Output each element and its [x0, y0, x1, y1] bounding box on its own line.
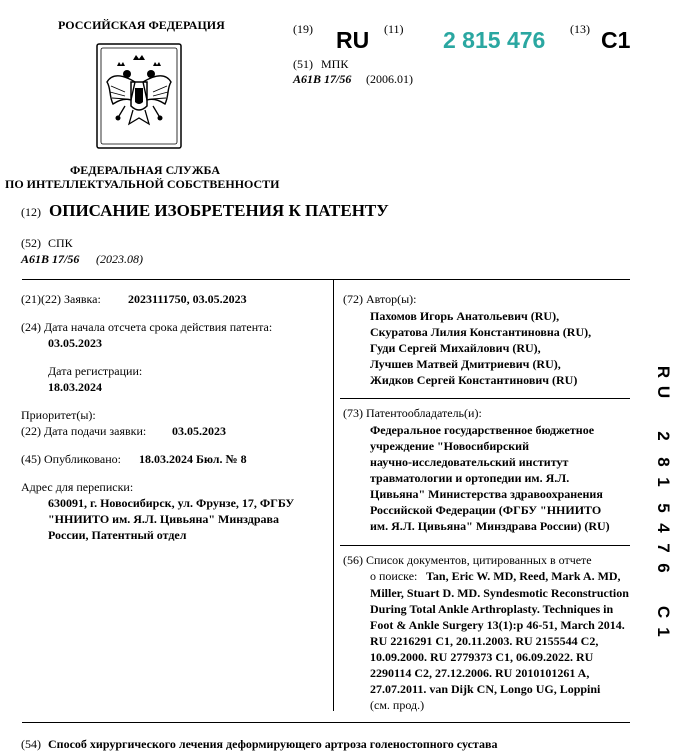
- side-char: C: [654, 605, 673, 619]
- cited-first-line: Tan, Eric W. MD, Reed, Mark A. MD,: [426, 569, 621, 583]
- side-char: 7: [654, 543, 673, 553]
- spk-class: A61B 17/56: [21, 252, 80, 266]
- side-char: 2: [654, 431, 673, 441]
- rule-owners: [340, 545, 630, 546]
- author-item: Пахомов Игорь Анатольевич (RU),: [370, 309, 560, 323]
- code-13: (13): [570, 22, 590, 36]
- invention-code: (54): [21, 737, 41, 751]
- owner-line: им. Я.Л. Цивьяна" Минздрава России) (RU): [370, 519, 610, 533]
- authors-label: (72) Автор(ы):: [343, 292, 417, 306]
- side-char: 8: [654, 457, 673, 467]
- side-char: R: [654, 365, 673, 379]
- owner-line: Федеральное государственное бюджетное: [370, 423, 595, 437]
- horizontal-rule-top: [22, 279, 630, 280]
- cited-label: (56) Список документов, цитированных в отчете: [343, 553, 592, 567]
- side-char: 6: [654, 563, 673, 573]
- address-line: России, Патентный отдел: [48, 528, 187, 542]
- side-patent-number: [651, 362, 675, 642]
- kind-code: C1: [601, 27, 631, 53]
- address-line: 630091, г. Новосибирск, ул. Фрунзе, 17, ФГБУ: [48, 496, 295, 510]
- cited-line: RU 2216291 C1, 20.11.2003. RU 2155544 C2,: [370, 634, 599, 648]
- owner-line: Цивьяна" Министерства здравоохранения: [370, 487, 603, 501]
- invention-title: Способ хирургического лечения деформирующего артроза голеностопного сустава: [48, 737, 498, 751]
- mpk-label: МПК: [321, 57, 349, 71]
- owner-line: научно-исследовательский институт: [370, 455, 569, 469]
- spk-code: (52): [21, 236, 41, 250]
- author-item: Лучшев Матвей Дмитриевич (RU),: [370, 357, 561, 371]
- term-start-value: 03.05.2023: [48, 336, 102, 350]
- published-label: (45) Опубликовано:: [21, 452, 121, 466]
- address-block: [48, 495, 294, 543]
- owner-line: учреждение "Новосибирский: [370, 439, 530, 453]
- column-divider: [333, 280, 334, 711]
- mpk-version: (2006.01): [366, 72, 413, 86]
- cited-line: During Total Ankle Arthroplasty. Techniques in: [370, 602, 614, 616]
- side-char: 1: [654, 627, 673, 637]
- mpk-class: A61B 17/56: [293, 72, 352, 86]
- coat-of-arms-emblem: [95, 42, 183, 150]
- side-char: 1: [654, 477, 673, 487]
- cited-block: [370, 585, 629, 713]
- address-label: Адрес для переписки:: [21, 480, 134, 494]
- agency-name-line2: ПО ИНТЕЛЛЕКТУАЛЬНОЙ СОБСТВЕННОСТИ: [5, 177, 280, 191]
- horizontal-rule-bottom: [22, 722, 630, 723]
- spk-version: (2023.08): [96, 252, 143, 266]
- side-char: 4: [654, 523, 673, 533]
- published-value: 18.03.2024 Бюл. № 8: [139, 452, 247, 466]
- author-item: Гуди Сергей Михайлович (RU),: [370, 341, 541, 355]
- mpk-code: (51): [293, 57, 313, 71]
- title-code: (12): [21, 205, 41, 219]
- application-label: (21)(22) Заявка:: [21, 292, 101, 306]
- cited-line: 2290114 C2, 27.12.2006. RU 2010101261 A,: [370, 666, 590, 680]
- patent-number: 2 815 476: [443, 27, 546, 53]
- cited-line: 27.07.2011. van Dijk CN, Longo UG, Loppini: [370, 682, 601, 696]
- side-char: U: [654, 385, 673, 399]
- country-name: РОССИЙСКАЯ ФЕДЕРАЦИЯ: [58, 18, 225, 32]
- term-start-label: (24) Дата начала отсчета срока действия патента:: [21, 320, 273, 334]
- registration-label: Дата регистрации:: [48, 364, 143, 378]
- country-code: RU: [336, 27, 370, 53]
- code-11: (11): [384, 22, 404, 36]
- owner-line: травматологии и ортопедии им. Я.Л.: [370, 471, 570, 485]
- cited-line: 10.09.2000. RU 2779373 C1, 06.09.2022. RU: [370, 650, 594, 664]
- side-char: 5: [654, 503, 673, 513]
- author-item: Жидков Сергей Константинович (RU): [370, 373, 578, 387]
- filing-value: 03.05.2023: [172, 424, 226, 438]
- author-item: Скуратова Лилия Константиновна (RU),: [370, 325, 592, 339]
- owner-line: Российской Федерации (ФГБУ "ННИИТО: [370, 503, 602, 517]
- application-value: 2023111750, 03.05.2023: [128, 292, 247, 306]
- authors-list: [370, 308, 591, 388]
- cited-line: Miller, Stuart D. MD. Syndesmotic Reconstruction: [370, 586, 629, 600]
- address-line: "ННИИТО им. Я.Л. Цивьяна" Минздрава: [48, 512, 279, 526]
- code-19: (19): [293, 22, 313, 36]
- registration-value: 18.03.2024: [48, 380, 102, 394]
- spk-label: СПК: [48, 236, 73, 250]
- cited-continued: (см. прод.): [370, 698, 425, 712]
- owner-label: (73) Патентообладатель(и):: [343, 406, 482, 420]
- owner-block: [370, 422, 610, 534]
- rule-authors: [340, 398, 630, 399]
- cited-label-cont: о поиске:: [370, 569, 418, 583]
- agency-name-line1: ФЕДЕРАЛЬНАЯ СЛУЖБА: [70, 163, 220, 177]
- document-title: ОПИСАНИЕ ИЗОБРЕТЕНИЯ К ПАТЕНТУ: [49, 201, 389, 220]
- filing-label: (22) Дата подачи заявки:: [21, 424, 147, 438]
- priority-label: Приоритет(ы):: [21, 408, 96, 422]
- cited-line: Foot & Ankle Surgery 13(1):p 46-51, March 2014.: [370, 618, 625, 632]
